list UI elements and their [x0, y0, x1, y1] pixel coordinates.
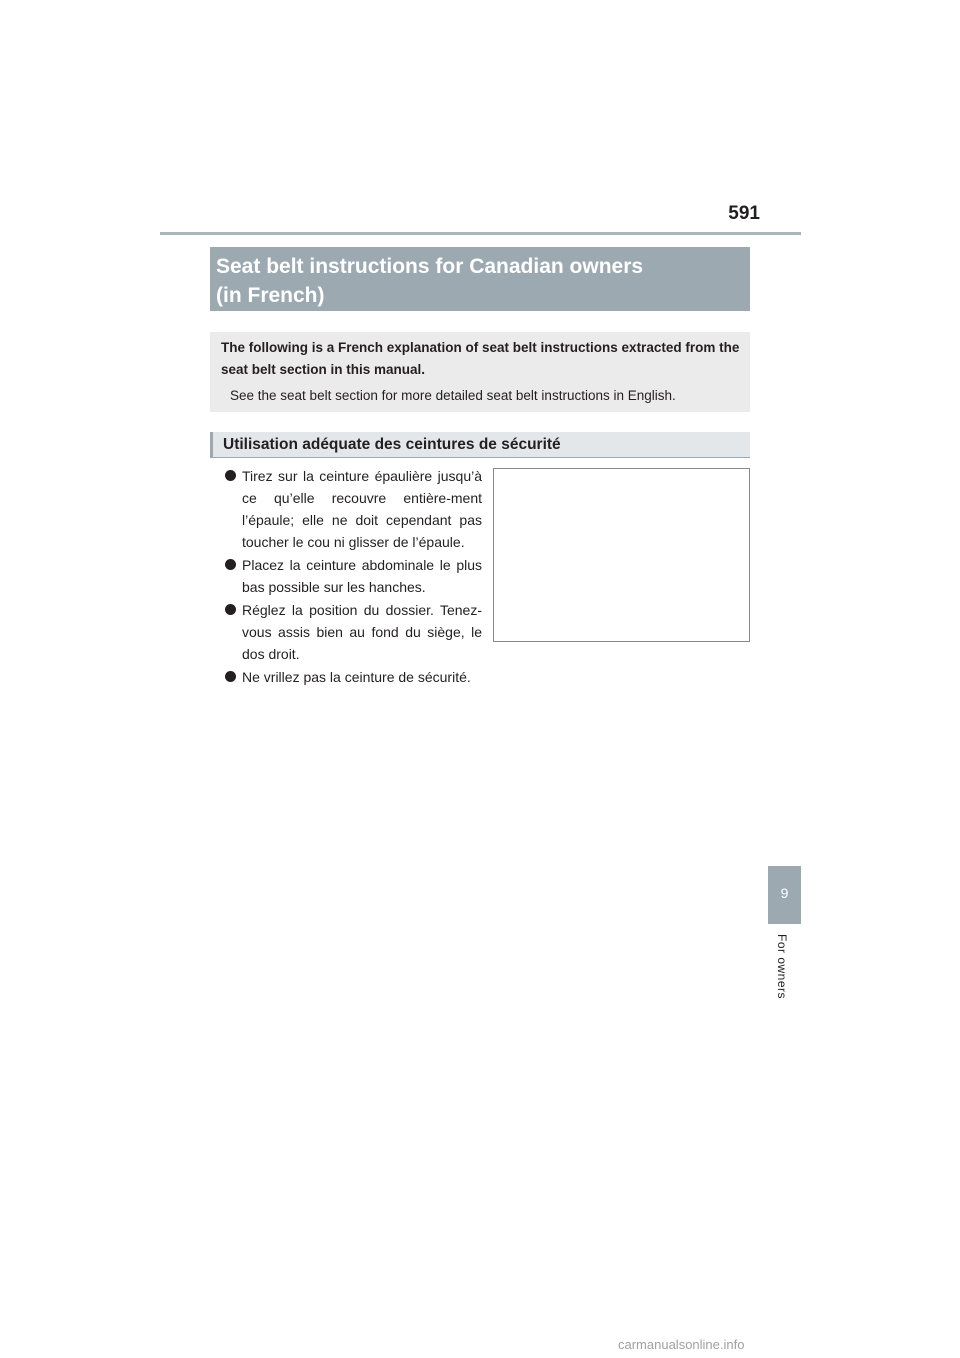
watermark: carmanualsonline.info: [618, 1337, 745, 1352]
chapter-tab: [768, 866, 801, 924]
intro-text: The following is a French explanation of seat belt instructions extracted from the seat belt section in this manual.: [221, 340, 740, 377]
bullet-text: Placez la ceinture abdominale le plus bas possible sur les hanches.: [242, 557, 482, 595]
list-item: [224, 465, 482, 553]
subsection-title: Utilisation adéquate des ceintures de sécurité: [223, 436, 561, 453]
bullet-icon: [225, 671, 236, 682]
bullet-icon: [225, 470, 236, 481]
bullet-icon: [225, 559, 236, 570]
bullet-text: Tirez sur la ceinture épaulière jusqu’à ce qu’elle recouvre entière-ment l’épaule; elle ne doit cependant pas toucher le cou ni glisser de l’épaule.: [242, 468, 482, 550]
intro-note: See the seat belt section for more detailed seat belt instructions in English.: [230, 388, 676, 403]
section-title-bar: [210, 247, 750, 311]
subsection-heading-bar: [210, 432, 750, 458]
list-item: [224, 599, 482, 665]
bullet-text: Réglez la position du dossier. Tenez-vous assis bien au fond du siège, le dos droit.: [242, 602, 482, 662]
list-item: [224, 666, 482, 688]
bullet-text: Ne vrillez pas la ceinture de sécurité.: [242, 669, 471, 685]
illustration-frame: [493, 468, 750, 642]
bullet-icon: [225, 604, 236, 615]
title-line-1: Seat belt instructions for Canadian owners: [216, 255, 644, 278]
intro-box: [210, 332, 750, 412]
top-divider: [160, 232, 801, 235]
chapter-label: For owners: [775, 934, 789, 1000]
bullet-list: [224, 465, 482, 689]
list-item: [224, 554, 482, 598]
chapter-number: 9: [780, 885, 789, 901]
title-line-2: (in French): [216, 284, 325, 307]
page-number: 591: [728, 203, 760, 224]
